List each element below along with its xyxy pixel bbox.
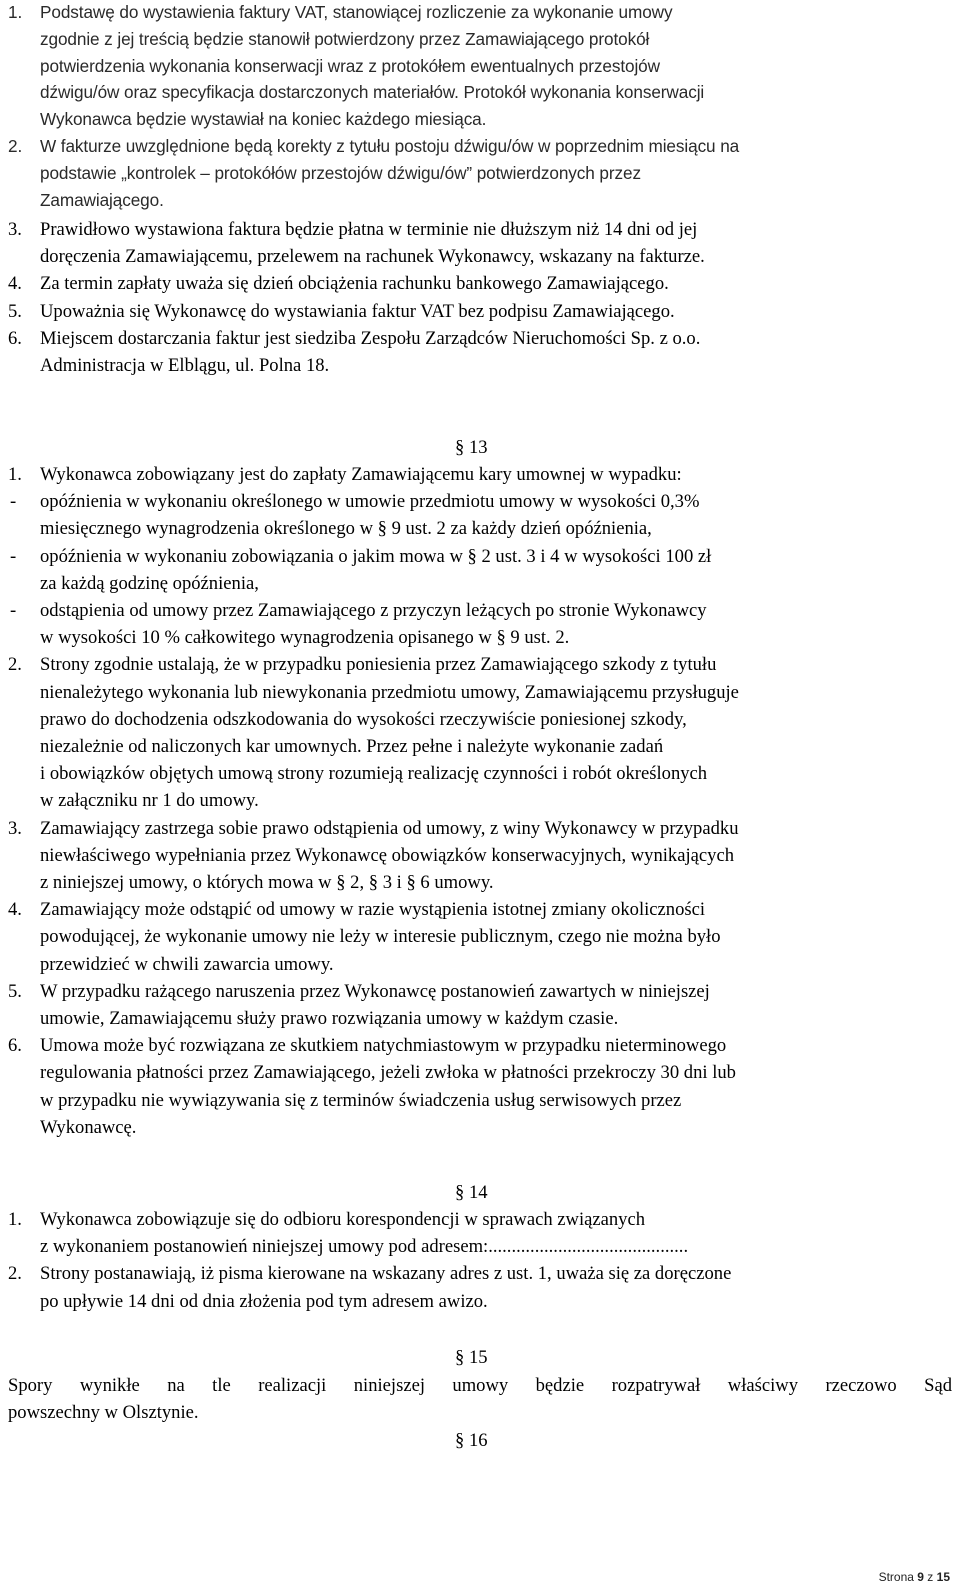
- section-12-serif-items: [8, 216, 952, 379]
- text-line: doręczenia Zamawiającemu, przelewem na rachunek Wykonawcy, wskazany na fakturze.: [40, 246, 705, 268]
- item-number: 6.: [8, 327, 22, 349]
- list-item: [8, 270, 952, 297]
- text-line: Zamawiający może odstąpić od umowy w razie wystąpienia istotnej zmiany okoliczności: [40, 899, 706, 921]
- text-line: dźwigu/ów oraz specyfikacja dostarczonych materiałów. Protokół wykonania konserwacji: [40, 82, 705, 103]
- list-item: [8, 1260, 952, 1314]
- word: umowy: [452, 1375, 509, 1396]
- text-line: przewidzieć w chwili zawarcia umowy.: [40, 953, 334, 975]
- text-line: miesięcznego wynagrodzenia określonego w § 9 ust. 2 za każdy dzień opóźnienia,: [40, 518, 652, 540]
- text-line: Strony zgodnie ustalają, że w przypadku poniesienia przez Zamawiającego szkody z tytułu: [40, 654, 717, 676]
- list-item: [8, 896, 952, 978]
- word: rozpatrywał: [611, 1375, 701, 1396]
- text-line: Strony postanawiają, iż pisma kierowane na wskazany adres z ust. 1, uważa się za doręczone: [40, 1263, 732, 1285]
- list-item: [8, 1032, 952, 1141]
- list-item: [8, 1206, 952, 1260]
- text-line: umowie, Zamawiającemu służy prawo rozwiązania umowy w każdym czasie.: [40, 1008, 619, 1030]
- page-separator: z: [927, 1570, 934, 1584]
- text-line: prawo do dochodzenia odszkodowania do wysokości rzeczywiście poniesionej szkody,: [40, 708, 687, 730]
- text-line: Wykonawcę.: [40, 1116, 137, 1138]
- item-number: 1.: [8, 2, 23, 22]
- list-item: [8, 815, 952, 897]
- dash-marker: -: [10, 545, 17, 567]
- text-line: Prawidłowo wystawiona faktura będzie płatna w terminie nie dłuższym niż 14 dni od jej: [40, 219, 698, 240]
- text-line: Zamawiający zastrzega sobie prawo odstąpienia od umowy, z winy Wykonawcy w przypadku: [40, 817, 739, 839]
- text-line: zgodnie z jej treścią będzie stanowił potwierdzony przez Zamawiającego protokół: [40, 28, 650, 49]
- total-pages-number: 15: [936, 1570, 950, 1584]
- text-line: w przypadku nie wywiązywania się z terminów świadczenia usług serwisowych przez: [40, 1089, 682, 1111]
- text-line: niezależnie od naliczonych kar umownych. Przez pełne i należyte wykonanie zadań: [40, 736, 664, 758]
- word: wynikłe: [79, 1375, 140, 1396]
- item-number: 3.: [8, 219, 22, 240]
- item-number: 2.: [8, 654, 22, 676]
- list-item: [8, 133, 952, 213]
- text-line: Upoważnia się Wykonawcę do wystawiania faktur VAT bez podpisu Zamawiającego.: [40, 300, 675, 322]
- item-number: 3.: [8, 817, 22, 839]
- word: właściwy: [727, 1375, 799, 1396]
- text-line: W przypadku rażącego naruszenia przez Wykonawcę postanowień zawartych w niniejszej: [40, 980, 710, 1002]
- section-15-heading: § 15: [455, 1347, 488, 1368]
- text-line: po upływie 14 dni od dnia złożenia pod tym adresem awizo.: [40, 1290, 488, 1312]
- text-line: za każdą godzinę opóźnienia,: [40, 572, 259, 594]
- item-number: 5.: [8, 980, 22, 1002]
- text-line: potwierdzenia wykonania konserwacji wraz z protokółem ewentualnych przestojów: [40, 55, 660, 76]
- current-page-number: 9: [917, 1570, 924, 1584]
- dash-marker: -: [10, 600, 17, 622]
- word: Spory: [8, 1375, 53, 1396]
- text-line: w załączniku nr 1 do umowy.: [40, 790, 259, 812]
- section-16-heading: § 16: [455, 1430, 488, 1451]
- dash-item: [8, 597, 952, 651]
- text-line: w wysokości 10 % całkowitego wynagrodzenia opisanego w § 9 ust. 2.: [40, 627, 570, 649]
- page-label: Strona: [878, 1570, 914, 1584]
- text-line: powodującej, że wykonanie umowy nie leży w interesie publicznym, czego nie można było: [40, 926, 721, 948]
- text-line: opóźnienia w wykonaniu zobowiązania o jakim mowa w § 2 ust. 3 i 4 w wysokości 100 zł: [40, 545, 712, 567]
- word: Sąd: [924, 1375, 952, 1396]
- word: rzeczowo: [825, 1375, 897, 1396]
- dash-item: [8, 488, 952, 542]
- list-item: [8, 298, 952, 325]
- text-line: Wykonawca zobowiązuje się do odbioru korespondencji w sprawach związanych: [40, 1209, 646, 1230]
- list-item: [8, 978, 952, 1032]
- item-number: 6.: [8, 1035, 22, 1057]
- text-line: Zamawiającego.: [40, 189, 164, 210]
- text-line: z niniejszej umowy, o których mowa w § 2, § 3 i § 6 umowy.: [40, 872, 494, 894]
- section-13-heading: § 13: [455, 437, 488, 458]
- text-line: powszechny w Olsztynie.: [8, 1402, 199, 1424]
- word: będzie: [535, 1375, 585, 1396]
- text-line: niewłaściwego wypełniania przez Wykonawcę obowiązków konserwacyjnych, wynikających: [40, 844, 734, 866]
- word: realizacji: [258, 1375, 327, 1396]
- text-line: regulowania płatności przez Zamawiającego, jeżeli zwłoka w płatności przekroczy 30 dni lub: [40, 1062, 736, 1084]
- item-number: 2.: [8, 1263, 22, 1285]
- text-line: W fakturze uwzględnione będą korekty z tytułu postoju dźwigu/ów w poprzednim miesiącu na: [40, 135, 740, 156]
- list-item: [8, 651, 952, 814]
- section-13-body: [8, 461, 952, 1141]
- word: niniejszej: [353, 1375, 425, 1396]
- page-footer: [879, 1570, 950, 1584]
- list-item: [8, 216, 952, 270]
- text-line: Wykonawca zobowiązany jest do zapłaty Zamawiającemu kary umownej w wypadku:: [40, 464, 682, 485]
- item-number: 4.: [8, 273, 22, 295]
- text-line: odstąpienia od umowy przez Zamawiającego z przyczyn leżących po stronie Wykonawcy: [40, 600, 707, 622]
- section-15-body: [8, 1372, 952, 1426]
- text-line: z wykonaniem postanowień niniejszej umowy pod adresem:...........................................: [40, 1236, 689, 1258]
- list-item: [8, 325, 952, 379]
- text-line: Administracja w Elblągu, ul. Polna 18.: [40, 355, 330, 377]
- word: na: [167, 1375, 185, 1396]
- section-14-heading: § 14: [455, 1182, 488, 1203]
- text-line: Miejscem dostarczania faktur jest siedziba Zespołu Zarządców Nieruchomości Sp. z o.o.: [40, 327, 701, 349]
- text-line: nienależytego wykonania lub niewykonania przedmiotu umowy, Zamawiającemu przysługuje: [40, 681, 739, 703]
- list-item: [8, 0, 952, 133]
- text-line: opóźnienia w wykonaniu określonego w umowie przedmiotu umowy w wysokości 0,3%: [40, 491, 700, 513]
- text-line: Podstawę do wystawienia faktury VAT, stanowiącej rozliczenie za wykonanie umowy: [40, 2, 673, 22]
- item-number: 1.: [8, 1209, 22, 1230]
- list-item: [8, 461, 952, 488]
- section-12-sans-items: [8, 0, 952, 213]
- dash-marker: -: [10, 491, 17, 513]
- text-line: Za termin zapłaty uważa się dzień obciążenia rachunku bankowego Zamawiającego.: [40, 273, 669, 295]
- item-number: 5.: [8, 300, 22, 322]
- item-number: 4.: [8, 899, 22, 921]
- text-line: Umowa może być rozwiązana ze skutkiem natychmiastowym w przypadku nieterminowego: [40, 1035, 727, 1057]
- section-14-body: [8, 1206, 952, 1315]
- item-number: 2.: [8, 135, 23, 156]
- text-line: [8, 1372, 952, 1399]
- text-line: Wykonawca będzie wystawiał na koniec każdego miesiąca.: [40, 109, 487, 130]
- dash-item: [8, 543, 952, 597]
- word: tle: [212, 1375, 231, 1396]
- text-line: podstawie „kontrolek – protokółów przestojów dźwigu/ów” potwierdzonych przez: [40, 162, 641, 183]
- item-number: 1.: [8, 464, 22, 485]
- text-line: i obowiązków objętych umową strony rozumieją realizację czynności i robót określonych: [40, 763, 708, 785]
